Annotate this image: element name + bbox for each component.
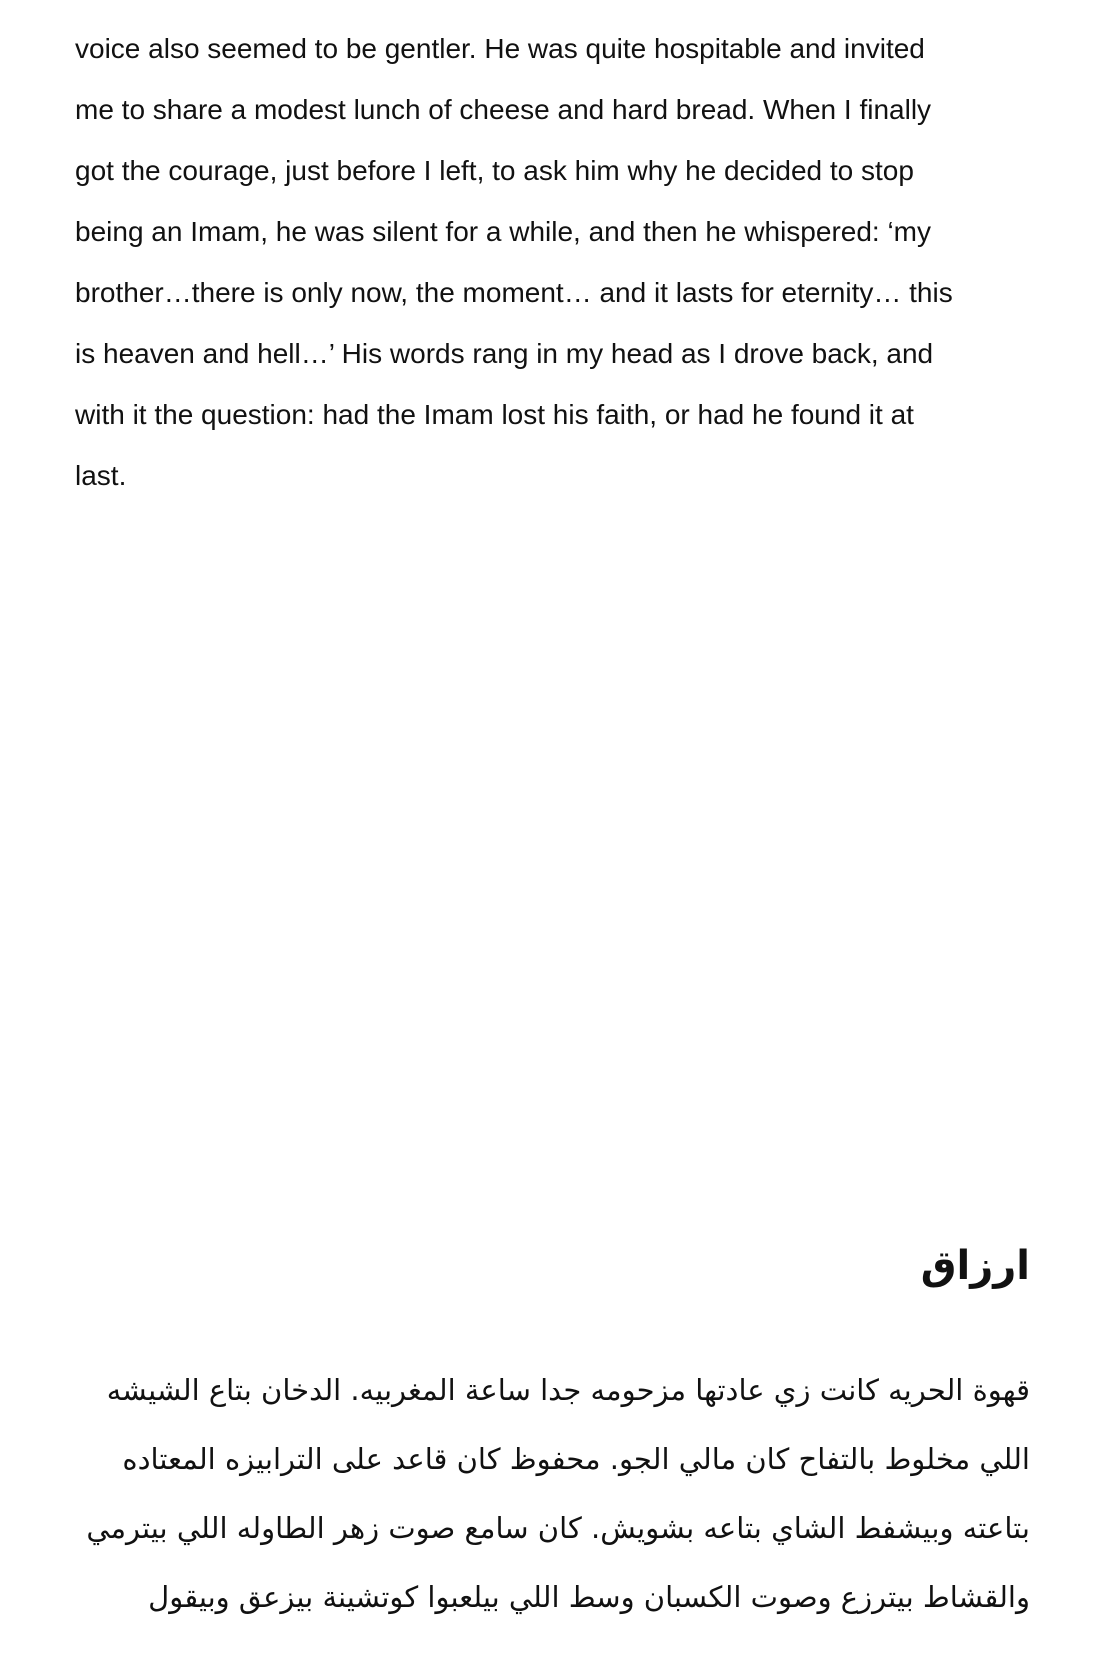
paragraph-line: being an Imam, he was silent for a while, and then he whispered: ‘my — [75, 216, 932, 247]
arabic-section-title: ارزاق — [920, 1243, 1030, 1289]
paragraph-line: voice also seemed to be gentler. He was quite hospitable and invited — [75, 33, 925, 64]
paragraph-line: last. — [75, 460, 127, 491]
paragraph-line: بتاعته وبيشفط الشاي بتاعه بشويش. كان سامع صوت زهر الطاوله اللي بيترمي — [86, 1511, 1030, 1545]
paragraph-line: والقشاط بيترزع وصوت الكسبان وسط اللي بيلعبوا كوتشينة بيزعق وبيقول — [148, 1580, 1030, 1614]
paragraph-line: got the courage, just before I left, to ask him why he decided to stop — [75, 155, 914, 186]
paragraph-line: with it the question: had the Imam lost his faith, or had he found it at — [75, 399, 914, 430]
paragraph-line: is heaven and hell…’ His words rang in my head as I drove back, and — [75, 338, 934, 369]
paragraph-line: brother…there is only now, the moment… and it lasts for eternity… this — [75, 277, 953, 308]
arabic-paragraph — [40, 1356, 1030, 1632]
paragraph-line: قهوة الحريه كانت زي عادتها مزحومه جدا ساعة المغربيه. الدخان بتاع الشيشه — [106, 1373, 1030, 1407]
paragraph-line: me to share a modest lunch of cheese and hard bread. When I finally — [75, 94, 932, 125]
english-paragraph — [75, 18, 1045, 506]
paragraph-line: اللي مخلوط بالتفاح كان مالي الجو. محفوظ كان قاعد على الترابيزه المعتاده — [122, 1442, 1030, 1476]
